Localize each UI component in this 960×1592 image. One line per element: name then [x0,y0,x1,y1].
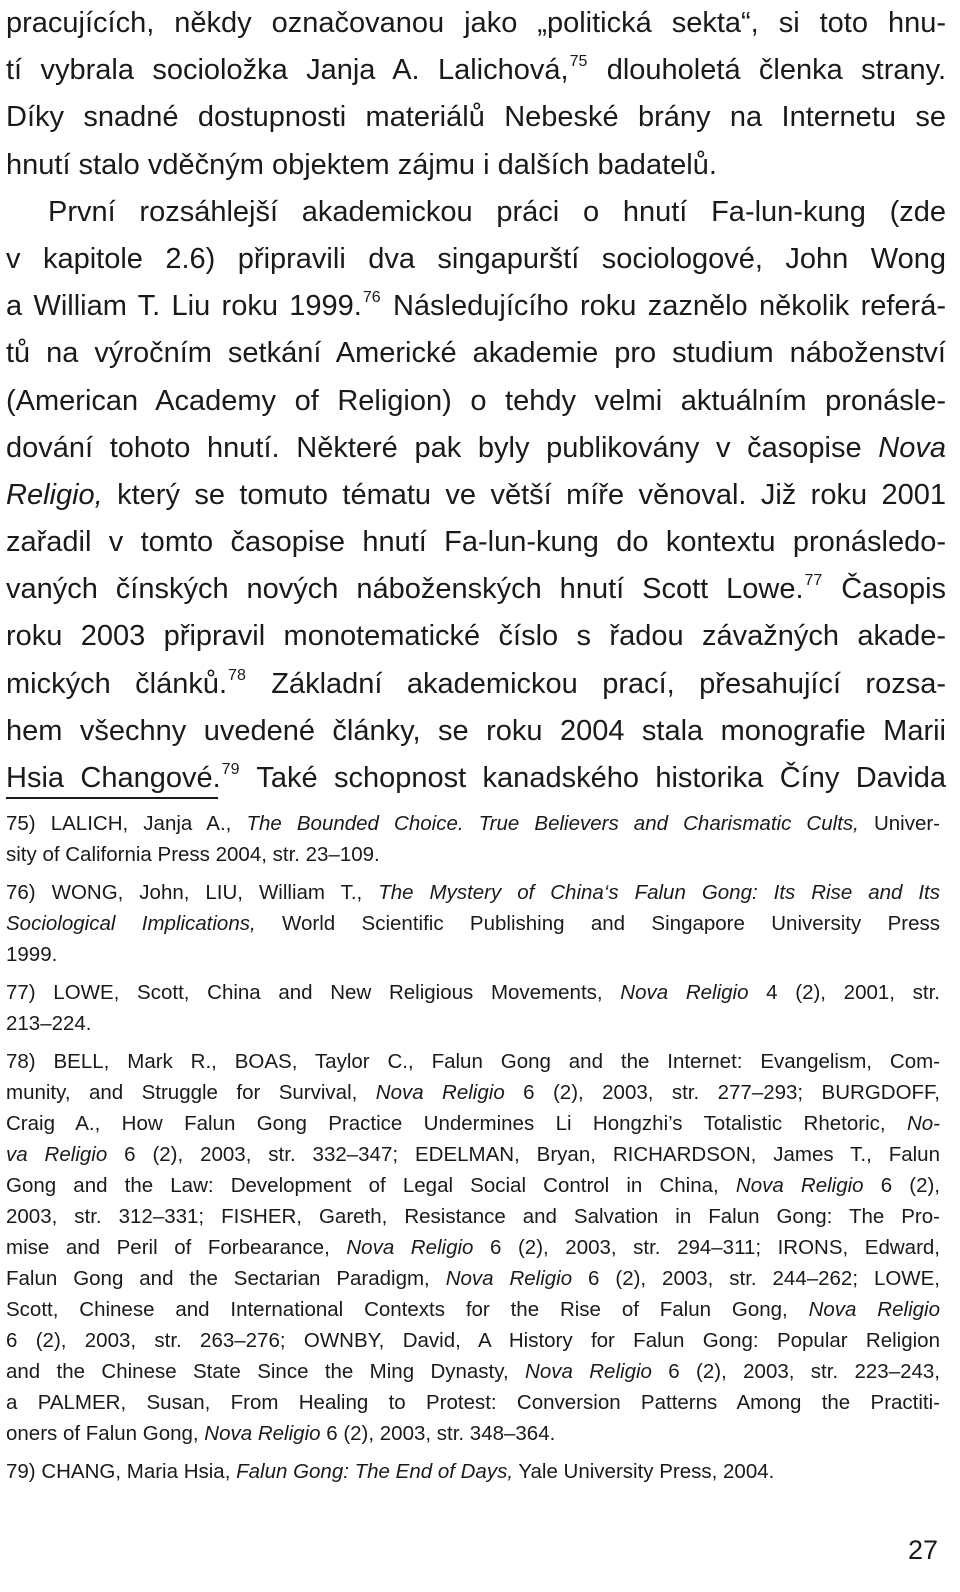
italic-text: Nova Religio [204,1422,321,1445]
footnote-line: 79) CHANG, Maria Hsia, Falun Gong: The End of Days, Yale University Press, 2004. [6,1460,775,1483]
italic-text: Nova Religio [445,1267,573,1290]
text-line: dování tohoto hnutí. Některé pak byly publikovány v časopise Nova [6,431,946,464]
text-line: v kapitole 2.6) připravili dva singapurští sociologové, John Wong [6,242,946,275]
footnote-ref: 75 [569,53,588,71]
text-line: hnutí stalo vděčným objektem zájmu i dalších badatelů. [6,148,717,181]
text-line: zařadil v tomto časopise hnutí Fa-lun-kung do kontextu pronásledo- [6,526,946,559]
footnote-line: 78) BELL, Mark R., BOAS, Taylor C., Falun Gong and the Internet: Evangelism, Com- [6,1050,940,1073]
footnote-75 [6,808,940,870]
text-line: roku 2003 připravil monotematické číslo s řadou závažných akade- [6,620,946,653]
text-line: a William T. Liu roku 1999.76 Následujícího roku zaznělo několik referá- [6,289,946,323]
footnote-77 [6,977,940,1039]
footnote-line: a PALMER, Susan, From Healing to Protest: Conversion Patterns Among the Practiti- [6,1391,940,1414]
italic-text: Nova [878,431,946,464]
footnote-line: Falun Gong and the Sectarian Paradigm, Nova Religio 6 (2), 2003, str. 244–262; LOWE, [6,1267,941,1290]
footnote-line: 213–224. [6,1012,92,1035]
text-line: hem všechny uvedené články, se roku 2004 stala monografie Marii [6,714,946,747]
italic-text: Religio, [6,478,103,511]
footnote-79 [6,1456,940,1487]
body-text [6,0,946,802]
text-line: tů na výročním setkání Americké akademie pro studium náboženství [6,337,946,370]
footnote-76 [6,877,940,970]
footnote-78 [6,1046,940,1449]
italic-text: Nova Religio [735,1174,864,1197]
italic-text: Sociological Implications, [6,912,256,935]
footnote-ref: 79 [221,761,240,778]
paragraph-first-line: První rozsáhlejší akademickou práci o hnutí Fa-lun-kung (zde [48,195,946,228]
footnote-line: Scott, Chinese and International Contexts for the Rise of Falun Gong, Nova Religio [6,1298,940,1321]
italic-text: va Religio [6,1143,108,1166]
italic-text: Nova Religio [375,1081,505,1104]
page-number: 27 [907,1535,938,1565]
footnote-line: 1999. [6,943,58,966]
text-line: mických článků.$^{78}$ Základní akademickou prací, přesahující rozsa- [6,666,947,700]
footnote-line: mise and Peril of Forbearance, Nova Religio 6 (2), 2003, str. 294–311; IRONS, Edward, [6,1236,940,1259]
italic-text: Nova Religio [525,1360,652,1383]
italic-text: No- [906,1112,940,1135]
text-line: Religio, který se tomuto tématu ve větší míře věnoval. Již roku 2001 [6,478,946,511]
text-line: Hsia Changové.$^{79}$ Také schopnost kanadského historika Číny Davida [6,761,946,794]
footnote-line: 75) LALICH, Janja A., The Bounded Choice. True Believers and Charismatic Cults, Univer- [6,812,941,835]
footnote-line: Craig A., How Falun Gong Practice Undermines Li Hongzhi’s Totalistic Rhetoric, No- [6,1112,940,1135]
footnote-ref: 77 [804,572,823,590]
italic-text: Nova Religio [808,1298,940,1321]
text-line: (American Academy of Religion) o tehdy velmi aktuálním pronásle- [6,384,946,417]
text-line: pracujících, někdy označovanou jako „politická sekta“, si toto hnu- [6,7,946,39]
footnote-line: and the Chinese State Since the Ming Dynasty, Nova Religio 6 (2), 2003, str. 223–243, [6,1360,940,1383]
italic-text: Nova Religio [620,981,749,1004]
text-line: vaných čínských nových náboženských hnutí Scott Lowe.$^{77}$ Časopis [6,572,947,606]
footnote-line: 2003, str. 312–331; FISHER, Gareth, Resistance and Salvation in Falun Gong: The Pro- [6,1205,940,1228]
footnote-ref: 76 [362,289,381,307]
footnote-line: Gong and the Law: Development of Legal Social Control in China, Nova Religio 6 (2), [6,1174,940,1197]
footnote-line: munity, and Struggle for Survival, Nova Religio 6 (2), 2003, str. 277–293; BURGDOFF, [6,1081,940,1104]
footnotes [6,808,940,1487]
footnote-line: 76) WONG, John, LIU, William T., The Mystery of China‘s Falun Gong: Its Rise and Its [6,881,941,904]
footnote-ref: 78 [228,666,246,684]
italic-text: The Mystery of China‘s Falun Gong: Its Rise and Its [378,881,941,904]
footnote-line: 6 (2), 2003, str. 263–276; OWNBY, David, A History for Falun Gong: Popular Religion [6,1329,940,1352]
italic-text: The Bounded Choice. True Believers and Charismatic Cults, [246,812,859,835]
footnote-line: 77) LOWE, Scott, China and New Religious Movements, Nova Religio 4 (2), 2001, str. [6,981,940,1004]
footnote-line: Sociological Implications, World Scientific Publishing and Singapore University Press [6,912,940,935]
text-line: Díky snadné dostupnosti materiálů Nebeské brány na Internetu se [6,101,946,134]
footnote-separator [6,797,218,799]
footnote-line: va Religio 6 (2), 2003, str. 332–347; EDELMAN, Bryan, RICHARDSON, James T., Falun [6,1143,940,1166]
footnote-line: sity of California Press 2004, str. 23–109. [6,843,380,866]
footnote-line: oners of Falun Gong, Nova Religio 6 (2), 2003, str. 348–364. [6,1422,556,1445]
text-line: tí vybrala socioložka Janja A. Lalichová,$^{75}$ dlouholetá členka strany. [6,53,947,87]
italic-text: Nova Religio [346,1236,474,1259]
italic-text: Falun Gong: The End of Days, [236,1460,514,1483]
